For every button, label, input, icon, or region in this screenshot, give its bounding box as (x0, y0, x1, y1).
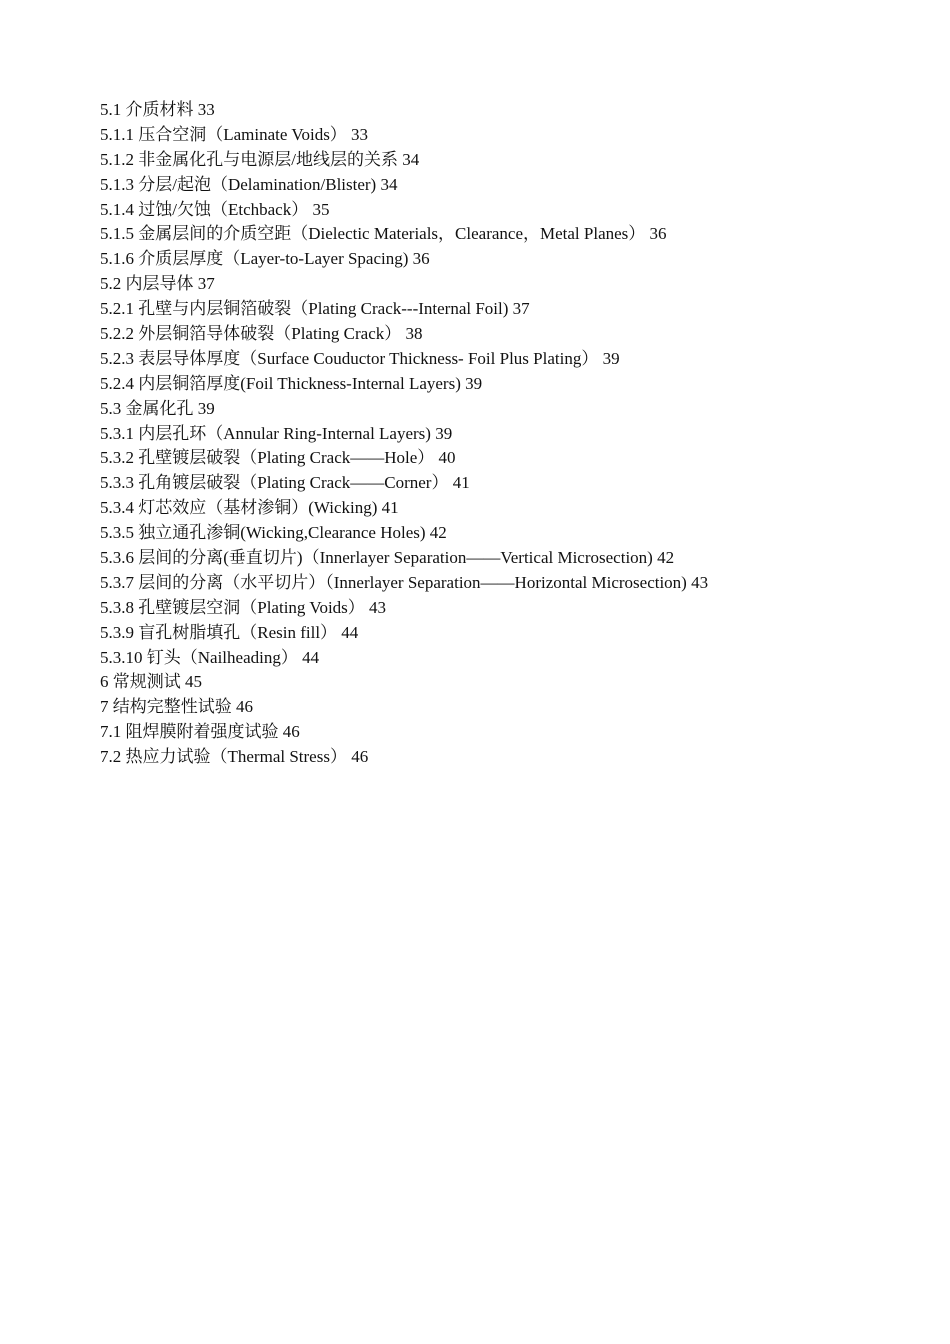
toc-entry-5-3-1: 5.3.1 内层孔环（Annular Ring-Internal Layers) 39 (100, 423, 453, 443)
toc-entry-5-2-1: 5.2.1 孔壁与内层铜箔破裂（Plating Crack---Internal Foil) 37 (100, 299, 530, 319)
toc-entry-5-3: 5.3 金属化孔 39 (100, 398, 215, 418)
toc-entry-5-3-9: 5.3.9 盲孔树脂填孔（Resin fill） 44 (100, 622, 359, 642)
toc-entry-5-3-2: 5.3.2 孔壁镀层破裂（Plating Crack——Hole） 40 (100, 448, 456, 468)
toc-entry-5-3-5: 5.3.5 独立通孔渗铜(Wicking,Clearance Holes) 42 (100, 523, 447, 543)
toc-entry-5-3-7: 5.3.7 层间的分离（水平切片）（Innerlayer Separation——Horizontal Microsection) 43 (100, 572, 709, 592)
toc-entry-5-1: 5.1 介质材料 33 (100, 100, 215, 119)
toc-entry-5-1-3: 5.1.3 分层/起泡（Delamination/Blister) 34 (100, 174, 398, 194)
toc-entry-5-2-3: 5.2.3 表层导体厚度（Surface Couductor Thickness- Foil Plus Plating） 39 (100, 348, 620, 368)
toc-entry-5-2-2: 5.2.2 外层铜箔导体破裂（Plating Crack） 38 (100, 324, 423, 344)
toc-entry-5-3-8: 5.3.8 孔壁镀层空洞（Plating Voids） 43 (100, 597, 387, 617)
toc-entry-5-3-10: 5.3.10 钉头（Nailheading） 44 (100, 647, 320, 667)
toc-entry-5-1-4: 5.1.4 过蚀/欠蚀（Etchback） 35 (100, 199, 330, 219)
table-of-contents (100, 98, 920, 770)
toc-entry-5-1-1: 5.1.1 压合空洞（Laminate Voids） 33 (100, 124, 369, 144)
toc-entry-7-1: 7.1 阻焊膜附着强度试验 46 (100, 722, 300, 742)
toc-entry-5-1-2: 5.1.2 非金属化孔与电源层/地线层的关系 34 (100, 149, 420, 169)
toc-entry-7-2: 7.2 热应力试验（Thermal Stress） 46 (100, 747, 369, 767)
toc-entry-7: 7 结构完整性试验 46 (100, 697, 253, 717)
toc-entry-6: 6 常规测试 45 (100, 672, 202, 692)
toc-entry-5-2-4: 5.2.4 内层铜箔厚度(Foil Thickness-Internal Layers) 39 (100, 373, 483, 393)
toc-entry-5-3-4: 5.3.4 灯芯效应（基材渗铜）(Wicking) 41 (100, 498, 399, 518)
toc-entry-5-1-6: 5.1.6 介质层厚度（Layer-to-Layer Spacing) 36 (100, 249, 430, 269)
toc-entry-5-3-3: 5.3.3 孔角镀层破裂（Plating Crack——Corner） 41 (100, 473, 470, 493)
toc-entry-5-2: 5.2 内层导体 37 (100, 274, 215, 294)
toc-entry-5-1-5: 5.1.5 金属层间的介质空距（Dielectic Materials，Clearance，Metal Planes） 36 (100, 224, 667, 244)
toc-entry-5-3-6: 5.3.6 层间的分离(垂直切片)（Innerlayer Separation——Vertical Microsection) 42 (100, 548, 675, 568)
